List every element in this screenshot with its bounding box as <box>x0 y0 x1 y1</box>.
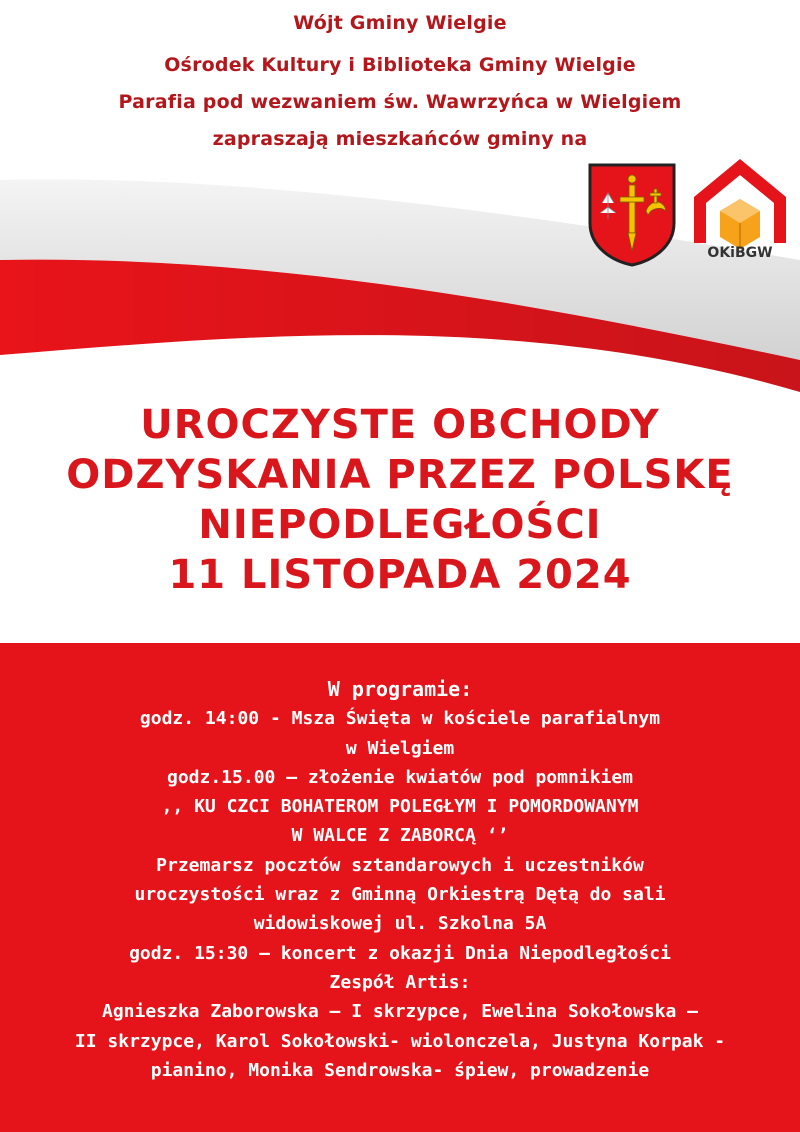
program-line: Przemarsz pocztów sztandarowych i uczestników <box>156 854 644 876</box>
header-line-2: Ośrodek Kultury i Biblioteka Gminy Wielgie <box>164 54 636 76</box>
okibgw-logo-label: OKiBGW <box>707 245 773 261</box>
program-line: Agnieszka Zaborowska – I skrzypce, Ewelina Sokołowska – <box>101 1001 699 1023</box>
program-heading: W programie: <box>327 677 473 701</box>
program-line: w Wielgiem <box>345 737 455 759</box>
event-title <box>0 400 800 600</box>
program-section <box>0 675 800 1085</box>
program-line: uroczystości wraz z Gminną Orkiestrą Dętą do sali <box>134 884 666 906</box>
program-line: W WALCE Z ZABORCĄ ‘’ <box>291 825 509 847</box>
program-line: Zespół Artis: <box>329 971 471 993</box>
program-line: godz. 15:30 – koncert z okazji Dnia Niepodległości <box>129 942 671 964</box>
program-line: godz.15.00 – złożenie kwiatów pod pomnikiem <box>167 766 633 788</box>
program-line: II skrzypce, Karol Sokołowski- wiolonczela, Justyna Korpak - <box>74 1030 726 1052</box>
header-line-1: Wójt Gminy Wielgie <box>293 12 507 34</box>
program-line: pianino, Monika Sendrowska- śpiew, prowadzenie <box>150 1059 650 1081</box>
polish-flag-wave <box>0 160 800 400</box>
coat-of-arms-icon <box>588 163 676 267</box>
program-line: ,, KU CZCI BOHATEROM POLEGŁYM I POMORDOWANYM <box>161 796 639 818</box>
title-line-4: 11 LISTOPADA 2024 <box>168 552 632 598</box>
header-line-4: zapraszają mieszkańców gminy na <box>212 128 588 150</box>
title-line-1: UROCZYSTE OBCHODY <box>140 402 660 448</box>
title-line-2: ODZYSKANIA PRZEZ POLSKĘ <box>66 452 734 498</box>
title-line-3: NIEPODLEGŁOŚCI <box>198 502 602 548</box>
program-line: widowiskowej ul. Szkolna 5A <box>253 913 547 935</box>
header-line-3: Parafia pod wezwaniem św. Wawrzyńca w Wielgiem <box>118 91 682 113</box>
program-line: godz. 14:00 - Msza Święta w kościele parafialnym <box>139 708 661 730</box>
